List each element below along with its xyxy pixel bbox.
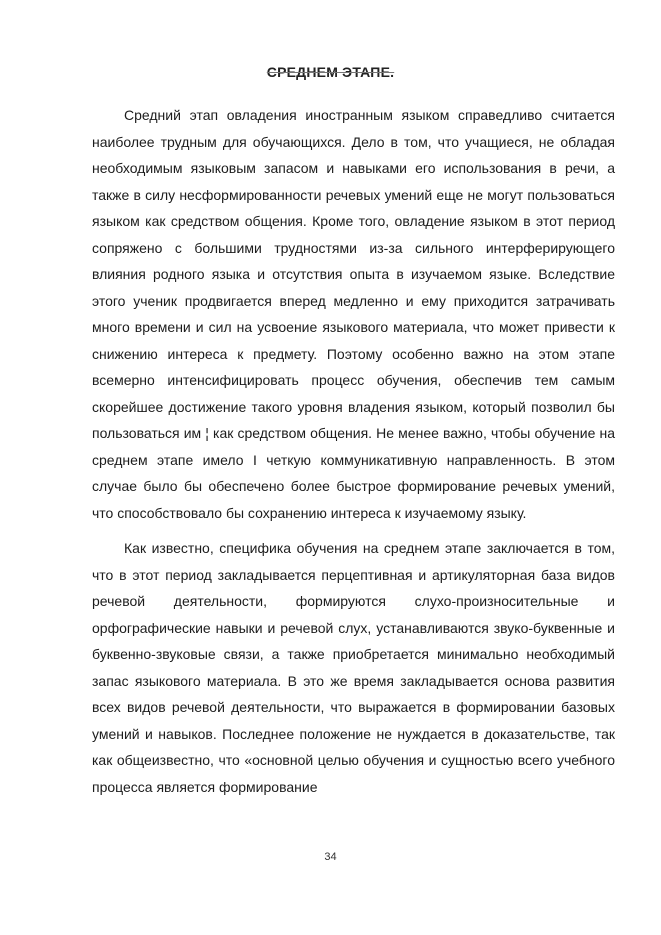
page-number: 34	[324, 851, 337, 863]
paragraph-1: Средний этап овладения иностранным языком справедливо считается наиболее трудным для обучающихся. Дело в том, что учащиеся, не обладая необходимым языковым запасом и навыками его использования в речи, а также в силу несформированности речевых умений еще не могут пользоваться языком как средством общения. Кроме того, овладение языком в этот период сопряжено с большими трудностями из-за сильного интерферирующего влияния родного языка и отсутствия опыта в изучаемом языке. Вследствие этого ученик продвигается вперед медленно и ему приходится затрачивать много времени и сил на усвоение языкового материала, что может привести к снижению интереса к предмету. Поэтому особенно важно на этом этапе всемерно интенсифицировать процесс обучения, обеспечив тем самым скорейшее достижение такого уровня владения языком, который позволил бы пользоваться им ¦ как средством общения. Не менее важно, чтобы обучение на среднем этапе имело I четкую коммуникативную направленность. В этом случае было бы обеспечено более быстрое формирование речевых умений, что способствовало бы сохранению интереса к изучаемому языку.	[92, 107, 615, 521]
section-heading: СРЕДНЕМ ЭТАПЕ.	[266, 64, 395, 80]
paragraph-2: Как известно, специфика обучения на среднем этапе заключается в том, что в этот период закладывается перцептивная и артикуляторная база видов речевой деятельности, формируются слухо-произносительные и орфографические навыки и речевой слух, устанавливаются звуко-буквенные и буквенно-звуковые связи, а также приобретается минимально необходимый запас языкового материала. В это же время закладывается основа развития всех видов речевой деятельности, что выражается в формировании базовых умений и навыков. Последнее положение не нуждается в доказательстве, так как общеизвестно, что «основной целью обучения и сущностью всего учебного процесса является формирование	[92, 540, 615, 795]
body-text	[92, 102, 615, 800]
